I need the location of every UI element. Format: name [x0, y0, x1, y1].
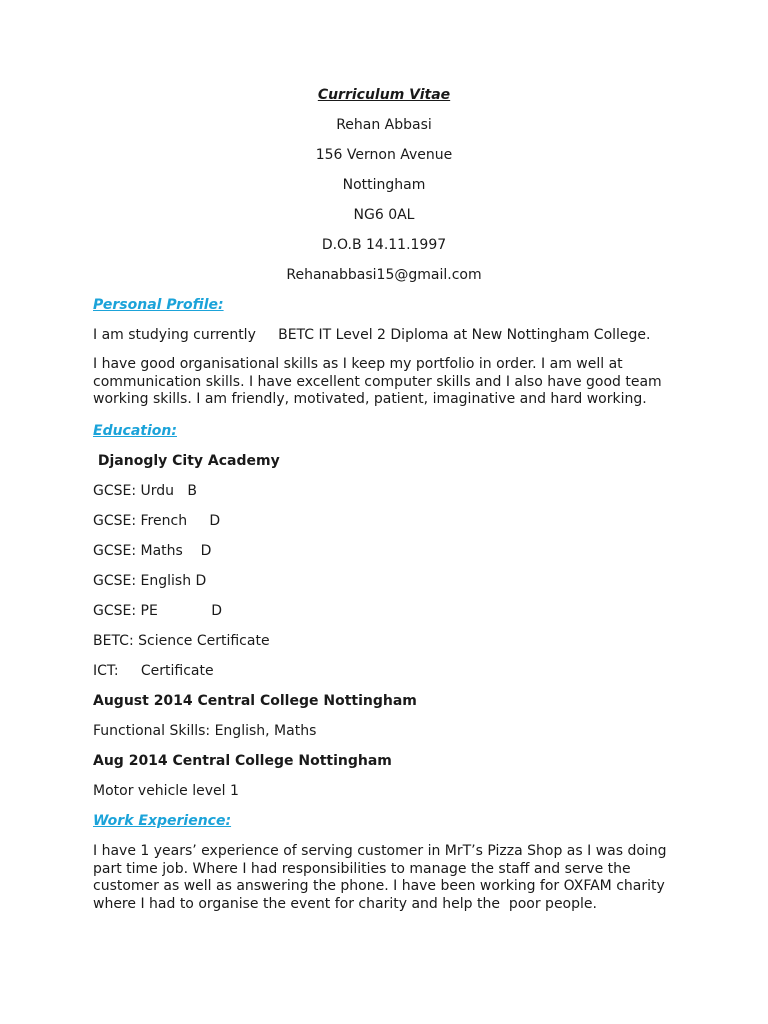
college-heading: Aug 2014 Central College Nottingham [93, 753, 392, 769]
education-item: GCSE: French D [93, 513, 221, 529]
profile-paragraph-line: communication skills. I have excellent computer skills and I also have good team [93, 373, 662, 390]
email: Rehanabbasi15@gmail.com [286, 267, 482, 283]
profile-paragraph [93, 356, 693, 409]
work-experience-paragraph [93, 843, 693, 913]
work-paragraph-line: part time job. Where I had responsibilities to manage the staff and serve the [93, 860, 631, 877]
education-item: ICT: Certificate [93, 663, 214, 679]
education-item: GCSE: English D [93, 573, 207, 589]
work-paragraph-line: where I had to organise the event for charity and help the poor people. [93, 895, 597, 912]
profile-paragraph-line: working skills. I am friendly, motivated, patient, imaginative and hard working. [93, 391, 647, 407]
work-paragraph-line: customer as well as answering the phone. I have been working for OXFAM charity [93, 878, 665, 894]
address-line: 156 Vernon Avenue [315, 147, 453, 163]
personal-profile-heading: Personal Profile: [93, 297, 224, 313]
work-experience-heading: Work Experience: [93, 813, 232, 829]
school-name: Djanogly City Academy [93, 453, 280, 469]
education-item: GCSE: PE D [93, 603, 222, 619]
education-item: GCSE: Urdu B [93, 483, 197, 499]
candidate-name: Rehan Abbasi [336, 117, 432, 133]
college-course: Motor vehicle level 1 [93, 783, 239, 799]
education-heading: Education: [93, 423, 177, 439]
profile-study-line: I am studying currently BETC IT Level 2 Diploma at New Nottingham College. [93, 327, 651, 343]
profile-paragraph-line: I have good organisational skills as I keep my portfolio in order. I am well at [93, 356, 623, 372]
education-item: GCSE: Maths D [93, 543, 212, 559]
education-item: BETC: Science Certificate [93, 633, 270, 649]
document-title: Curriculum Vitae [317, 87, 451, 103]
date-of-birth: D.O.B 14.11.1997 [321, 237, 447, 253]
work-paragraph-line: I have 1 years’ experience of serving customer in MrT’s Pizza Shop as I was doing [93, 843, 667, 859]
college-course: Functional Skills: English, Maths [93, 723, 317, 739]
college-heading: August 2014 Central College Nottingham [93, 693, 417, 709]
city: Nottingham [342, 177, 426, 193]
postcode: NG6 0AL [353, 207, 415, 223]
